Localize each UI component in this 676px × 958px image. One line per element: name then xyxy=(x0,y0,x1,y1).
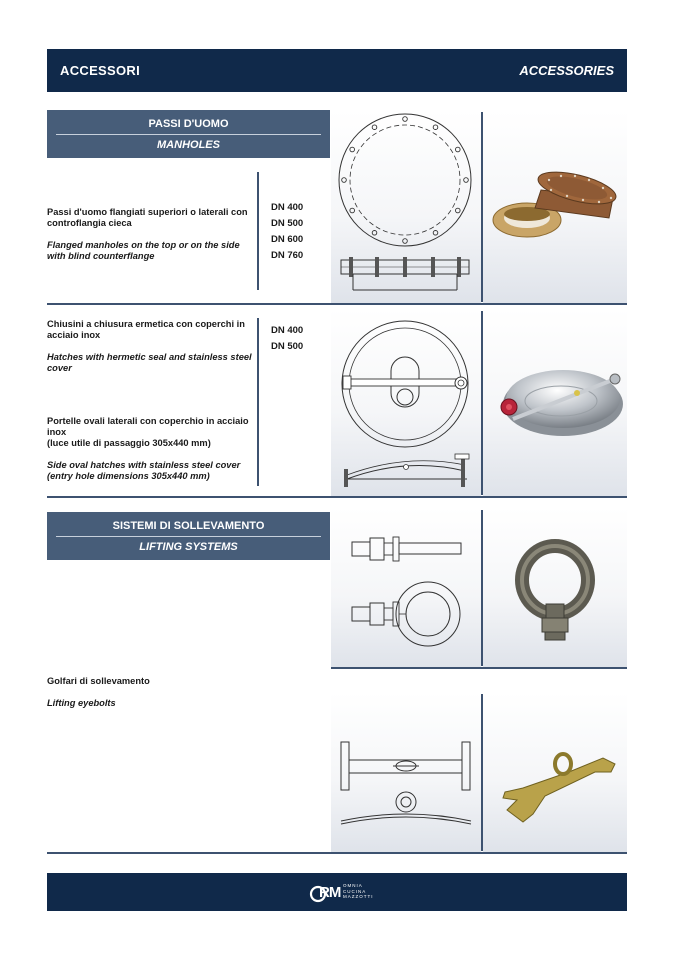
section-lifting xyxy=(47,512,330,560)
plate-eyebolt-photo xyxy=(483,692,627,852)
logo-line: MAZZOTTI xyxy=(343,894,374,899)
size-label: DN 760 xyxy=(271,250,304,261)
flanged-manholes-desc-it: Passi d'uomo flangiati superiori o laterali con controflangia cieca xyxy=(47,207,248,228)
section-lifting-title-en: LIFTING SYSTEMS xyxy=(139,541,238,553)
size-label: DN 500 xyxy=(271,341,304,352)
logo-text xyxy=(343,883,374,900)
flanged-manholes-sizes xyxy=(271,200,303,264)
eyebolts-desc-en: Lifting eyebolts xyxy=(47,698,116,708)
oval-hatches-desc-it: Portelle ovali laterali con coperchio in acciaio inox xyxy=(47,416,249,437)
horizontal-divider xyxy=(47,852,627,854)
hatches-desc-en: Hatches with hermetic seal and stainless steel cover xyxy=(47,352,252,373)
flanged-manhole-drawing xyxy=(331,110,481,303)
header-title-it: ACCESSORI xyxy=(60,63,140,78)
hatches-sizes xyxy=(271,323,303,355)
section-manholes-title-it: PASSI D'UOMO xyxy=(148,118,229,130)
flanged-manholes-desc-en: Flanged manholes on the top or on the side with blind counterflange xyxy=(47,240,240,261)
size-label: DN 600 xyxy=(271,234,304,245)
header-title-en: ACCESSORIES xyxy=(519,63,614,78)
hatch-photo xyxy=(483,309,627,496)
oval-hatches-desc-it-note: (luce utile di passaggio 305x440 mm) xyxy=(47,438,211,448)
horizontal-divider xyxy=(47,496,627,498)
logo-line: CUCINA xyxy=(343,888,367,894)
header-bar xyxy=(47,49,627,92)
plate-eyebolt-drawing xyxy=(331,692,481,852)
vertical-divider xyxy=(257,172,259,290)
size-label: DN 500 xyxy=(271,218,304,229)
eyebolt-drawing xyxy=(331,508,481,667)
horizontal-divider xyxy=(331,667,627,669)
flanged-manhole-photo xyxy=(483,110,627,303)
section-manholes xyxy=(47,110,330,158)
eyebolts-description xyxy=(47,676,252,720)
hatches-description xyxy=(47,319,252,385)
oval-hatches-desc-en: Side oval hatches with stainless steel cover (entry hole dimensions 305x440 mm) xyxy=(47,460,241,481)
hatch-drawing xyxy=(331,309,481,496)
divider xyxy=(56,134,321,135)
footer-bar xyxy=(47,873,627,911)
size-label: DN 400 xyxy=(271,202,304,213)
vertical-divider xyxy=(257,318,259,486)
logo-letters: RM xyxy=(319,884,341,901)
size-label: DN 400 xyxy=(271,325,304,336)
brand-logo xyxy=(309,881,374,903)
eyebolt-photo xyxy=(483,508,627,667)
hatches-desc-it: Chiusini a chiusura ermetica con coperchi in acciaio inox xyxy=(47,319,245,340)
logo-line: OMNIA xyxy=(343,883,363,888)
oval-hatches-description xyxy=(47,416,252,493)
section-manholes-title-en: MANHOLES xyxy=(157,139,220,151)
divider xyxy=(56,536,321,537)
section-lifting-title-it: SISTEMI DI SOLLEVAMENTO xyxy=(112,520,265,532)
eyebolts-desc-it: Golfari di sollevamento xyxy=(47,676,150,686)
horizontal-divider xyxy=(47,303,627,305)
flanged-manholes-description xyxy=(47,207,252,273)
